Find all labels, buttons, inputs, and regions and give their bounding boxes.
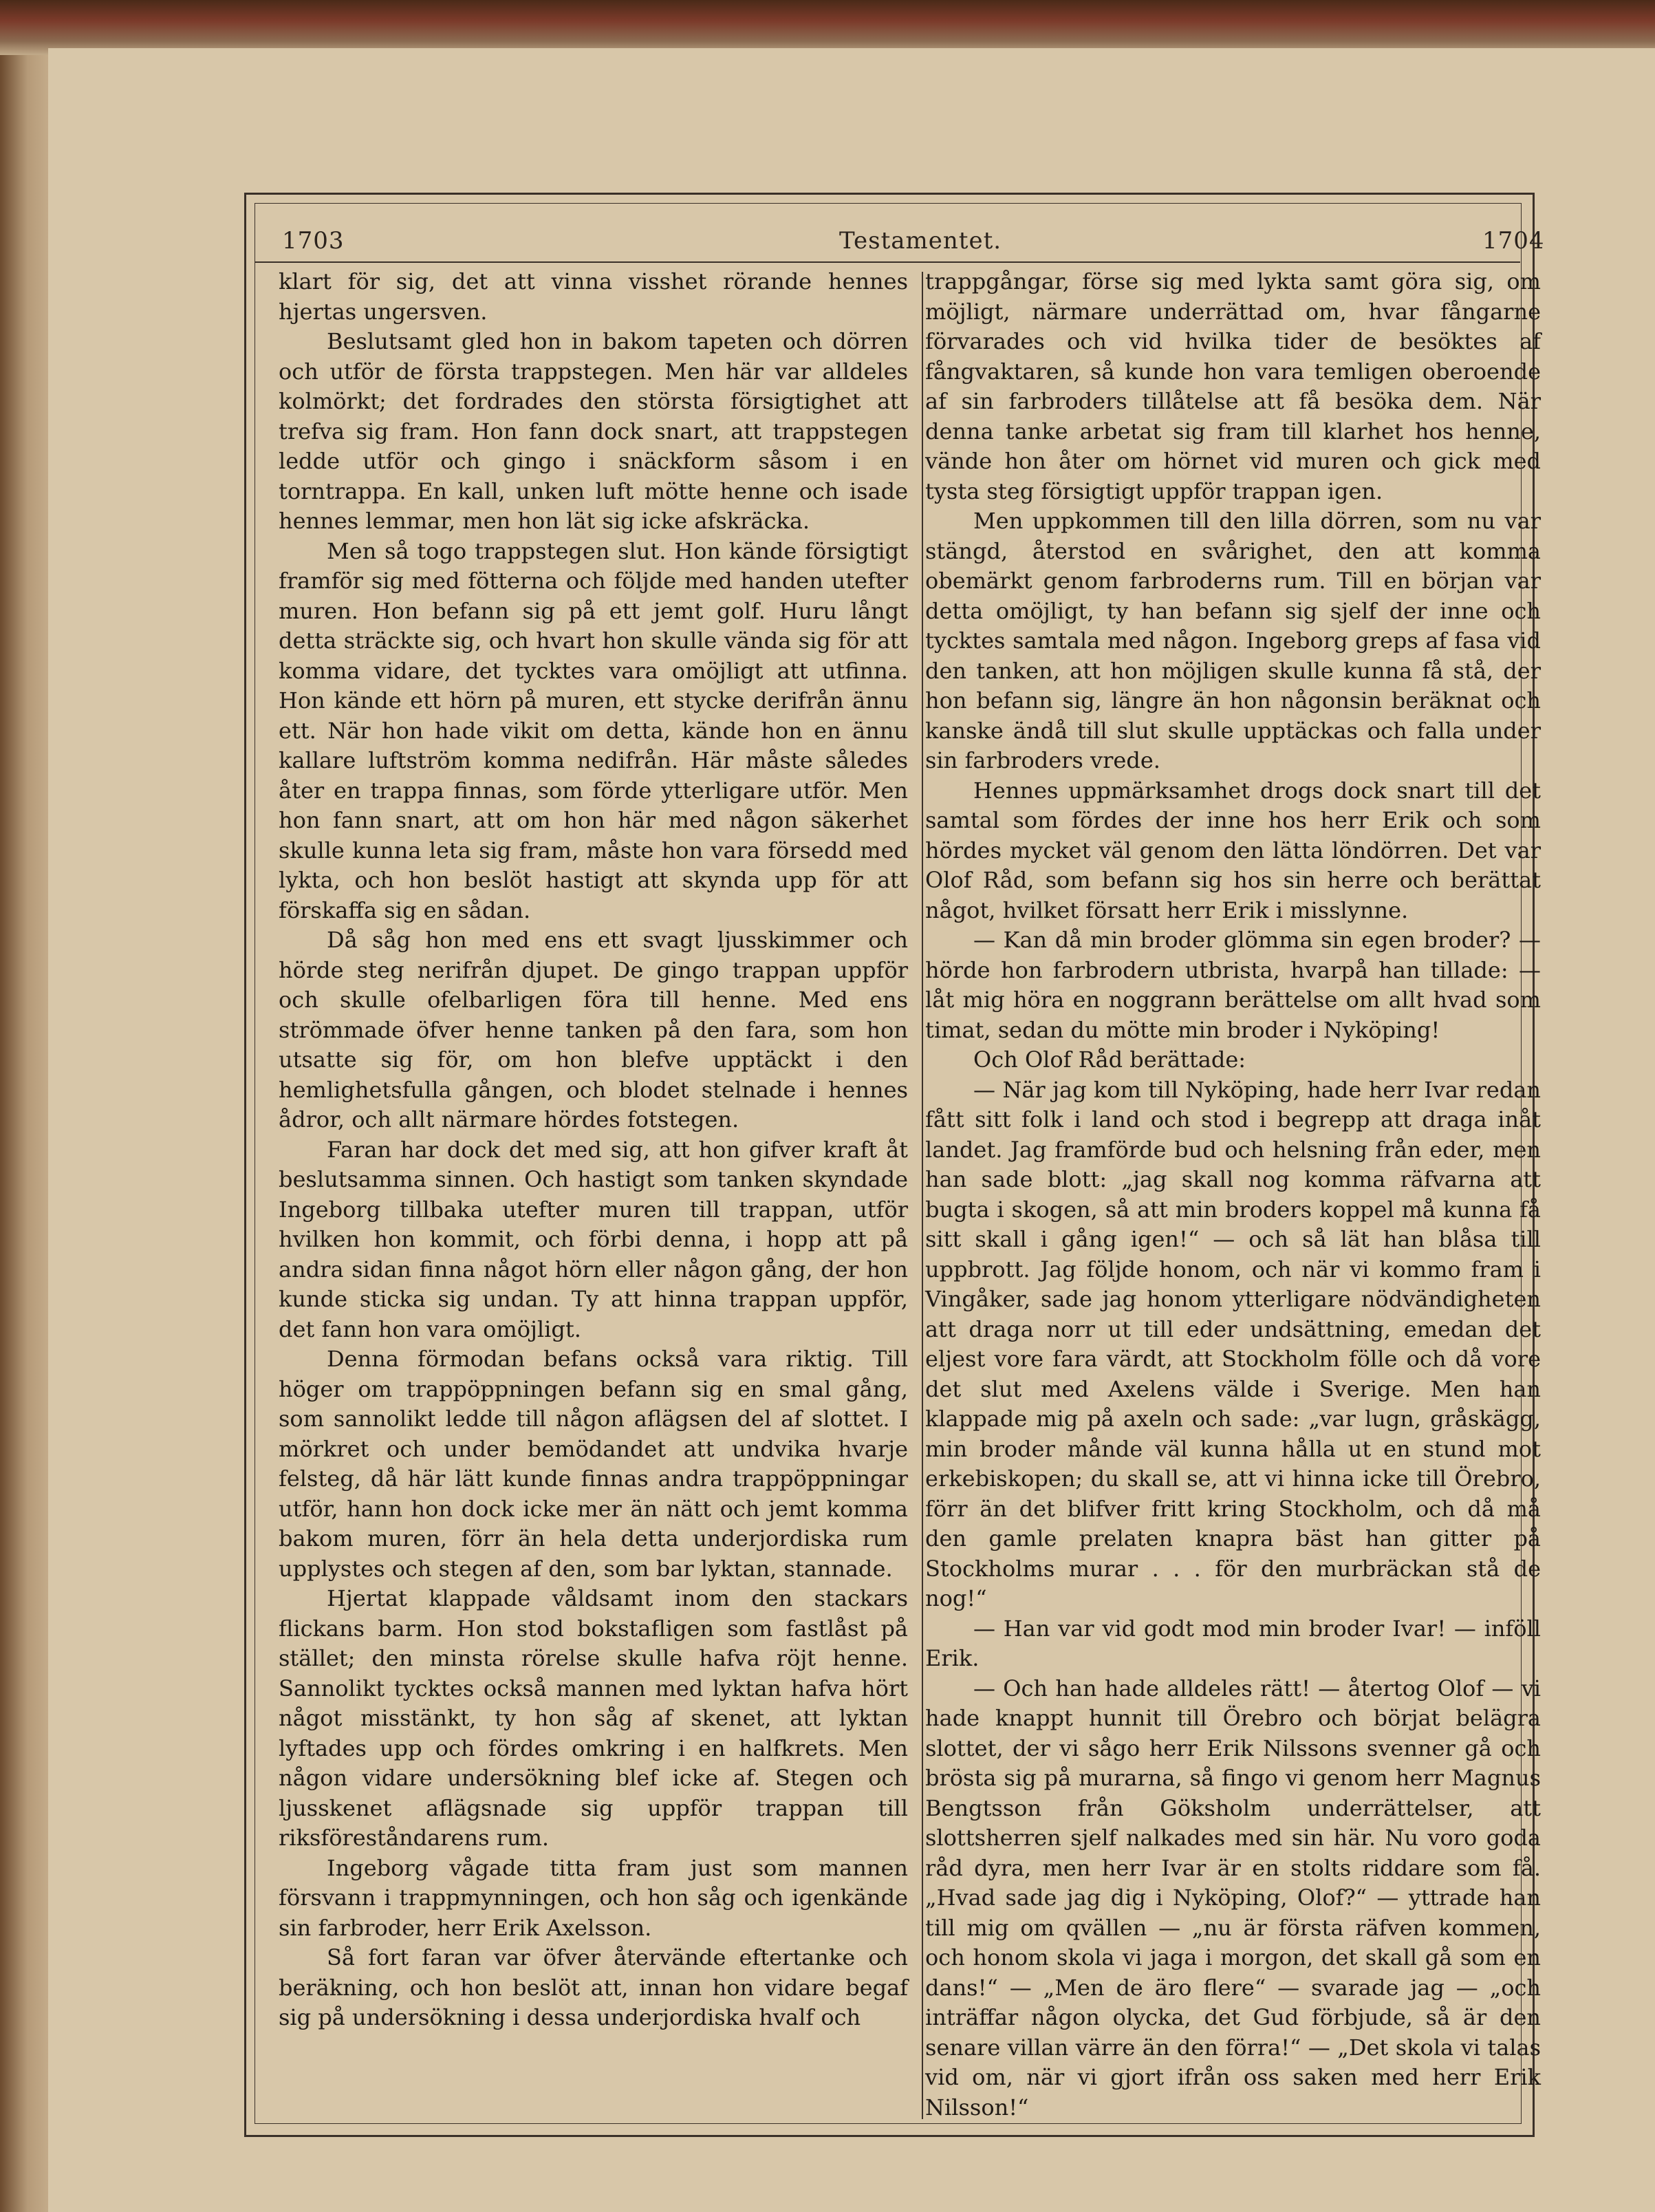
paragraph: Hjertat klappade våldsamt inom den stackars flickans barm. Hon stod bokstafligen som fastlåst på stället; den minsta rörelse skulle hafva röjt henne. Sannolikt tycktes också mannen med lyktan hafva hört något misstänkt, ty hon såg af skenet, att lyktan lyftades upp och fördes omkring i en halfkrets. Men någon vidare undersökning blef icke af. Stegen och ljusskenet aflägsnade sig uppför trappan till riksföreståndarens rum. [279,1585,908,1851]
column-divider [922,272,923,2119]
paragraph: Men så togo trappstegen slut. Hon kände försigtigt framför sig med fötterna och följde med handen utefter muren. Hon befann sig på ett jemt golf. Huru långt detta sträckte sig, och hvart hon skulle vända sig för att komma vidare, det tycktes vara omöjligt att utfinna. Hon kände ett hörn på muren, ett stycke derifrån ännu ett. När hon hade vikit om detta, kände hon en ännu kallare luftström komma nedifrån. Här måste således åter en trappa finnas, som förde ytterligare utför. Men hon fann snart, att om hon här med någon säkerhet skulle kunna leta sig fram, måste hon vara försedd med lykta, och hon beslöt hastigt att skynda upp för att förskaffa sig en sådan. [279,537,908,923]
paragraph: Faran har dock det med sig, att hon gifver kraft åt beslutsamma sinnen. Och hastigt som tanken skyndade Ingeborg tillbaka utefter muren till trappan, utför hvilken hon kommit, och förbi denna, i hopp att på andra sidan finna något hörn eller någon gång, der hon kunde sticka sig undan. Ty att hinna trappan uppför, det fann hon vara omöjligt. [279,1136,908,1342]
paragraph: Och Olof Råd berättade: [973,1046,1246,1073]
paragraph: Ingeborg vågade titta fram just som mannen försvann i trappmynningen, och hon såg och igenkände sin farbroder, herr Erik Axelsson. [279,1854,908,1941]
paragraph: — Kan då min broder glömma sin egen broder? — hörde hon farbrodern utbrista, hvarpå han tillade: — låt mig höra en noggrann berättelse om allt hvad som timat, sedan du mötte min broder i Nyköping! [925,927,1541,1043]
page-number-right: 1704 [1482,227,1545,255]
paragraph: — När jag kom till Nyköping, hade herr Ivar redan fått sitt folk i land och stod i begrepp att draga inåt landet. Jag framförde bud och helsning från eder, men han sade blott: „jag skall nog komma räfvarna att bugta i skogen, så att min broders koppel må kunna få sitt skall i gång igen!“ — och så lät han blåsa till uppbrott. Jag följde honom, och när vi kommo fram i Vingåker, sade jag honom ytterligare nödvändigheten att draga norr ut till eder undsättning, emedan det eljest vore fara värdt, att Stockholm fölle och då vore det slut med Axelens välde i Sverige. Men han klappade mig på axeln och sade: „var lugn, gråskägg, min broder månde väl kunna hålla ut en stund mot erkebiskopen; du skall se, att vi hinna icke till Örebro, förr än det blifver fritt kring Stockholm, och då må den gamle prelaten knapra bäst han gitter på Stockholms murar . . . för den murbräckan stå de nog!“ [925,1076,1541,1611]
paragraph: — Han var vid godt mod min broder Ivar! — inföll Erik. [925,1615,1541,1671]
paragraph: — Och han hade alldeles rätt! — återtog Olof — vi hade knappt hunnit till Örebro och börjat belägra slottet, der vi sågo herr Erik Nilssons svenner gå och brösta sig på murarna, så fingo vi genom herr Magnus Bengtsson från Göksholm underrättelser, att slottsherren sjelf nalkades med sin här. Nu voro goda råd dyra, men herr Ivar är en stolts riddare som få. „Hvad sade jag dig i Nyköping, Olof?“ — yttrade han till mig om qvällen — „nu är första räfven kommen, och honom skola vi jaga i morgon, det skall gå som en dans!“ — „Men de äro flere“ — svarade jag — „och inträffar någon olycka, det Gud förbjude, så är den senare villan värre än den förra!“ — „Det skola vi talas vid om, när vi gjort ifrån oss saken med herr Erik Nilsson!“ [925,1675,1541,2120]
paragraph: Hennes uppmärksamhet drogs dock snart till det samtal som fördes der inne hos herr Erik och som hördes mycket väl genom den lätta löndörren. Det var Olof Råd, som befann sig hos sin herre och berättat något, hvilket försatt herr Erik i misslynne. [925,777,1541,923]
right-text-column [925,267,1541,2123]
paragraph: trappgångar, förse sig med lykta samt göra sig, om möjligt, närmare underrättad om, hvar fångarne förvarades och vid hvilka tider de besöktes af fångvaktaren, så kunde hon vara temligen oberoende af sin farbroders tillåtelse att få besöka dem. När denna tanke arbetat sig fram till klarhet hos henne, vände hon åter om hörnet vid muren och gick med tysta steg försigtigt uppför trappan igen. [925,268,1541,504]
paragraph: Men uppkommen till den lilla dörren, som nu var stängd, återstod en svårighet, den att komma obemärkt genom farbroderns rum. Till en början var detta omöjligt, ty han befann sig sjelf der inne och tycktes samtala med någon. Ingeborg greps af fasa vid den tanken, att hon möjligen skulle kunna få stå, der hon befann sig, längre än hon någonsin beräknat och kanske ändå till slut skulle upptäckas och falla under sin farbroders vrede. [925,508,1541,773]
paragraph: klart för sig, det att vinna visshet rörande hennes hjertas ungersven. [279,268,908,325]
page-number-left: 1703 [282,227,345,255]
left-text-column [279,267,908,2033]
paragraph: Så fort faran var öfver återvände eftertanke och beräkning, och hon beslöt att, innan hon vidare begaf sig på undersökning i dessa underjordiska hvalf och [279,1944,908,2030]
paragraph: Beslutsamt gled hon in bakom tapeten och dörren och utför de första trappstegen. Men här var alldeles kolmörkt; det fordrades den största försigtighet att trefva sig fram. Hon fann dock snart, att trappstegen ledde utför och gingo i snäckform såsom i en torntrappa. En kall, unken luft mötte henne och isade hennes lemmar, men hon lät sig icke afskräcka. [279,328,908,534]
book-spine-top [0,0,1655,55]
paragraph: Denna förmodan befans också vara riktig. Till höger om trappöppningen befann sig en smal gång, som sannolikt ledde till någon aflägsen del af slottet. I mörkret och under bemödandet att undvika hvarje felsteg, då här lätt kunde finnas andra trappöppningar utför, hann hon dock icke mer än nätt och jemt komma bakom muren, förr än hela detta underjordiska rum upplystes och stegen af den, som bar lyktan, stannade. [279,1346,908,1582]
header-rule [255,261,1520,263]
running-title: Testamentet. [839,227,1002,255]
paragraph: Då såg hon med ens ett svagt ljusskimmer och hörde steg nerifrån djupet. De gingo trappan uppför och skulle ofelbarligen föra till henne. Med ens strömmade öfver henne tanken på den fara, som hon utsatte sig för, om hon blefve upptäckt i den hemlighetsfulla gången, och blodet stelnade i hennes ådror, och allt närmare hördes fotstegen. [279,927,908,1132]
